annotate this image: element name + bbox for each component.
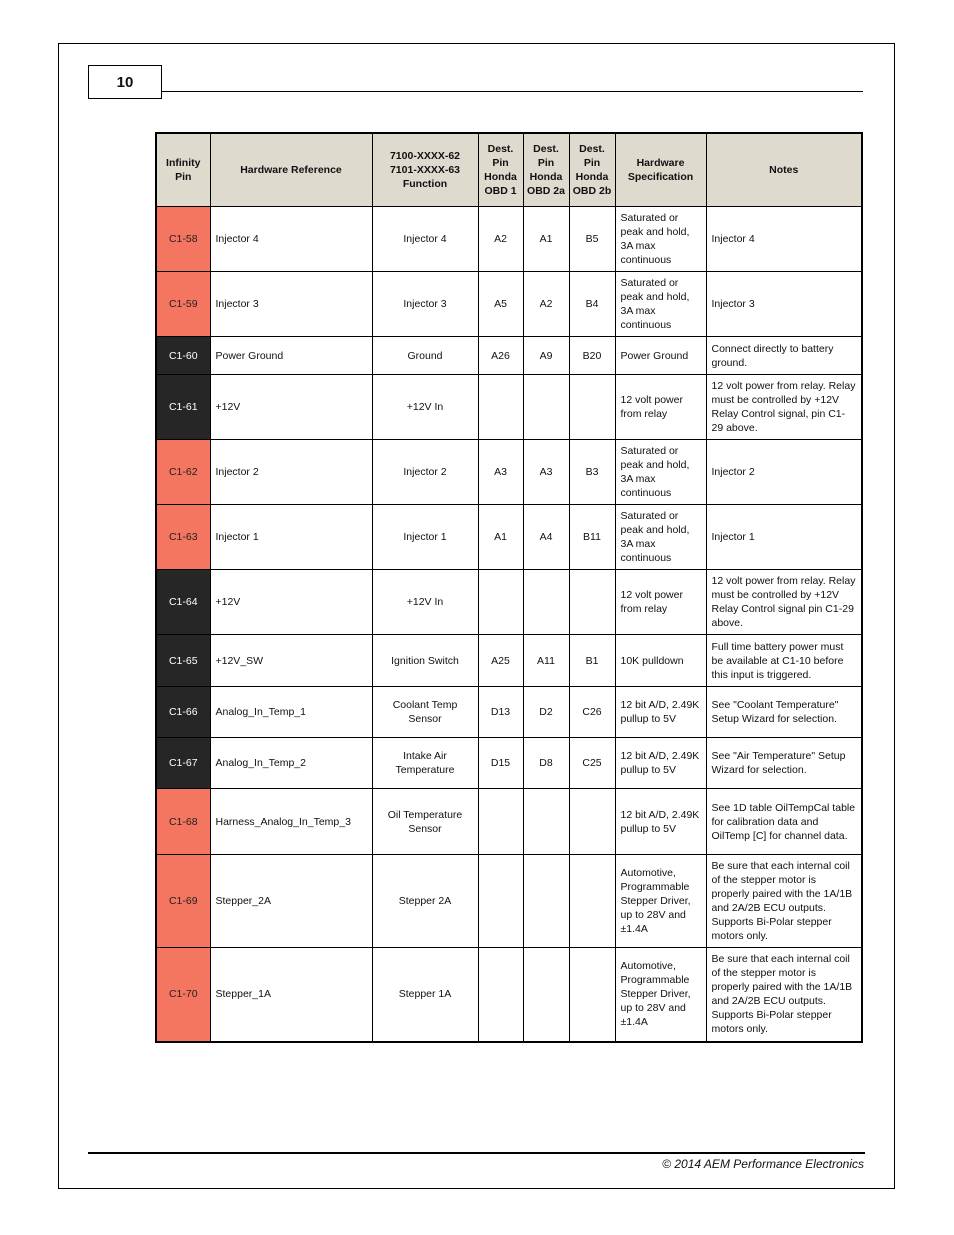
table-row: [156, 738, 862, 789]
hardware-reference-cell: +12V: [210, 375, 372, 440]
obd2b-cell: [569, 948, 615, 1042]
obd2a-cell: D8: [523, 738, 569, 789]
hardware-reference-cell: Stepper_2A: [210, 855, 372, 948]
table-header-row: [156, 133, 862, 207]
notes-cell: Be sure that each internal coil of the stepper motor is properly paired with the 1A/1B and 2A/2B ECU outputs. Supports Bi-Polar stepper motors only.: [706, 948, 862, 1042]
table-row: [156, 570, 862, 635]
footer-rule: [88, 1152, 865, 1154]
obd2a-cell: A11: [523, 635, 569, 687]
pin-cell: C1-68: [156, 789, 210, 855]
function-cell: +12V In: [372, 375, 478, 440]
table-row: [156, 635, 862, 687]
hardware-spec-cell: 12 bit A/D, 2.49K pullup to 5V: [615, 789, 706, 855]
obd2a-cell: [523, 789, 569, 855]
obd1-cell: A2: [478, 207, 523, 272]
function-cell: Ignition Switch: [372, 635, 478, 687]
hardware-reference-cell: Injector 1: [210, 505, 372, 570]
notes-cell: Connect directly to battery ground.: [706, 337, 862, 375]
table-row: [156, 375, 862, 440]
hardware-spec-cell: Saturated or peak and hold, 3A max continuous: [615, 440, 706, 505]
function-cell: +12V In: [372, 570, 478, 635]
hardware-spec-cell: Power Ground: [615, 337, 706, 375]
function-cell: Stepper 2A: [372, 855, 478, 948]
function-cell: Intake Air Temperature: [372, 738, 478, 789]
table-row: [156, 337, 862, 375]
table-row: [156, 440, 862, 505]
notes-cell: Injector 3: [706, 272, 862, 337]
obd1-cell: D13: [478, 687, 523, 738]
pin-cell: C1-66: [156, 687, 210, 738]
header-rule: [162, 91, 863, 92]
hardware-reference-cell: Analog_In_Temp_2: [210, 738, 372, 789]
obd1-cell: [478, 948, 523, 1042]
pin-cell: C1-62: [156, 440, 210, 505]
function-cell: Oil Temperature Sensor: [372, 789, 478, 855]
obd2b-cell: [569, 375, 615, 440]
obd2b-cell: [569, 855, 615, 948]
obd1-cell: [478, 855, 523, 948]
hardware-spec-cell: 12 volt power from relay: [615, 570, 706, 635]
obd2b-cell: B1: [569, 635, 615, 687]
obd2a-cell: [523, 375, 569, 440]
table-row: [156, 207, 862, 272]
obd1-cell: A26: [478, 337, 523, 375]
table-row: [156, 505, 862, 570]
obd2b-cell: [569, 570, 615, 635]
obd2a-cell: A9: [523, 337, 569, 375]
notes-cell: See "Coolant Temperature" Setup Wizard for selection.: [706, 687, 862, 738]
pin-cell: C1-58: [156, 207, 210, 272]
function-cell: Injector 2: [372, 440, 478, 505]
header-function: 7100-XXXX-62 7101-XXXX-63 Function: [372, 133, 478, 207]
obd2b-cell: C25: [569, 738, 615, 789]
obd1-cell: A25: [478, 635, 523, 687]
obd1-cell: [478, 375, 523, 440]
notes-cell: Be sure that each internal coil of the stepper motor is properly paired with the 1A/1B and 2A/2B ECU outputs. Supports Bi-Polar stepper motors only.: [706, 855, 862, 948]
table-row: [156, 272, 862, 337]
obd1-cell: D15: [478, 738, 523, 789]
pinout-table: [155, 132, 863, 1043]
obd2a-cell: D2: [523, 687, 569, 738]
obd1-cell: A5: [478, 272, 523, 337]
function-cell: Injector 4: [372, 207, 478, 272]
obd2a-cell: A1: [523, 207, 569, 272]
hardware-reference-cell: Power Ground: [210, 337, 372, 375]
obd1-cell: [478, 789, 523, 855]
obd2b-cell: C26: [569, 687, 615, 738]
obd2a-cell: [523, 948, 569, 1042]
pin-cell: C1-59: [156, 272, 210, 337]
header-obd2a: Dest. Pin Honda OBD 2a: [523, 133, 569, 207]
obd1-cell: A3: [478, 440, 523, 505]
hardware-spec-cell: Automotive, Programmable Stepper Driver, up to 28V and ±1.4A: [615, 855, 706, 948]
notes-cell: Injector 4: [706, 207, 862, 272]
header-obd2b: Dest. Pin Honda OBD 2b: [569, 133, 615, 207]
table-row: [156, 948, 862, 1042]
table-row: [156, 789, 862, 855]
notes-cell: Injector 2: [706, 440, 862, 505]
obd2a-cell: [523, 855, 569, 948]
hardware-reference-cell: Injector 3: [210, 272, 372, 337]
function-cell: Ground: [372, 337, 478, 375]
pin-cell: C1-65: [156, 635, 210, 687]
pin-cell: C1-63: [156, 505, 210, 570]
table-row: [156, 855, 862, 948]
page-number: 10: [88, 65, 162, 99]
obd2a-cell: [523, 570, 569, 635]
hardware-spec-cell: Automotive, Programmable Stepper Driver, up to 28V and ±1.4A: [615, 948, 706, 1042]
hardware-spec-cell: 12 bit A/D, 2.49K pullup to 5V: [615, 687, 706, 738]
pin-cell: C1-67: [156, 738, 210, 789]
table-body: [156, 207, 862, 1042]
header-notes: Notes: [706, 133, 862, 207]
notes-cell: Injector 1: [706, 505, 862, 570]
obd1-cell: [478, 570, 523, 635]
function-cell: Injector 1: [372, 505, 478, 570]
obd2b-cell: B5: [569, 207, 615, 272]
pin-cell: C1-70: [156, 948, 210, 1042]
obd2a-cell: A4: [523, 505, 569, 570]
pin-cell: C1-61: [156, 375, 210, 440]
hardware-spec-cell: 10K pulldown: [615, 635, 706, 687]
hardware-reference-cell: +12V: [210, 570, 372, 635]
hardware-reference-cell: Injector 4: [210, 207, 372, 272]
function-cell: Injector 3: [372, 272, 478, 337]
table-row: [156, 687, 862, 738]
pin-cell: C1-69: [156, 855, 210, 948]
header-hardware-reference: Hardware Reference: [210, 133, 372, 207]
hardware-reference-cell: Stepper_1A: [210, 948, 372, 1042]
notes-cell: Full time battery power must be available at C1-10 before this input is triggered.: [706, 635, 862, 687]
hardware-spec-cell: 12 volt power from relay: [615, 375, 706, 440]
footer-copyright: © 2014 AEM Performance Electronics: [662, 1157, 864, 1171]
notes-cell: See 1D table OilTempCal table for calibration data and OilTemp [C] for channel data.: [706, 789, 862, 855]
header-obd1: Dest. Pin Honda OBD 1: [478, 133, 523, 207]
obd2a-cell: A3: [523, 440, 569, 505]
notes-cell: See "Air Temperature" Setup Wizard for selection.: [706, 738, 862, 789]
hardware-reference-cell: Analog_In_Temp_1: [210, 687, 372, 738]
header-pin: Infinity Pin: [156, 133, 210, 207]
hardware-spec-cell: Saturated or peak and hold, 3A max continuous: [615, 207, 706, 272]
hardware-reference-cell: +12V_SW: [210, 635, 372, 687]
pin-cell: C1-64: [156, 570, 210, 635]
obd1-cell: A1: [478, 505, 523, 570]
hardware-spec-cell: 12 bit A/D, 2.49K pullup to 5V: [615, 738, 706, 789]
obd2b-cell: B11: [569, 505, 615, 570]
header-hardware-specification: Hardware Specification: [615, 133, 706, 207]
notes-cell: 12 volt power from relay. Relay must be controlled by +12V Relay Control signal pin C1-29 above.: [706, 570, 862, 635]
obd2b-cell: [569, 789, 615, 855]
notes-cell: 12 volt power from relay. Relay must be controlled by +12V Relay Control signal, pin C1-29 above.: [706, 375, 862, 440]
obd2b-cell: B20: [569, 337, 615, 375]
hardware-spec-cell: Saturated or peak and hold, 3A max continuous: [615, 272, 706, 337]
obd2b-cell: B4: [569, 272, 615, 337]
pin-cell: C1-60: [156, 337, 210, 375]
function-cell: Stepper 1A: [372, 948, 478, 1042]
obd2a-cell: A2: [523, 272, 569, 337]
hardware-reference-cell: Injector 2: [210, 440, 372, 505]
function-cell: Coolant Temp Sensor: [372, 687, 478, 738]
hardware-reference-cell: Harness_Analog_In_Temp_3: [210, 789, 372, 855]
hardware-spec-cell: Saturated or peak and hold, 3A max continuous: [615, 505, 706, 570]
obd2b-cell: B3: [569, 440, 615, 505]
